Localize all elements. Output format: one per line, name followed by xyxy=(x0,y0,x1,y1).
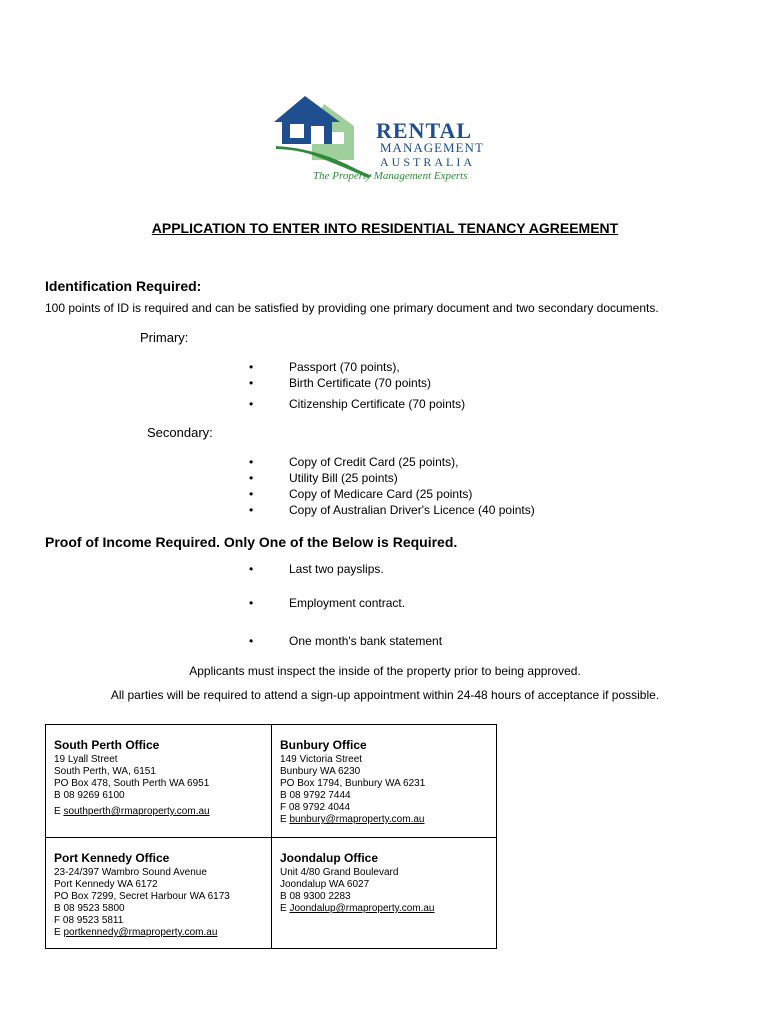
document-title: APPLICATION TO ENTER INTO RESIDENTIAL TENANCY AGREEMENT xyxy=(151,220,619,236)
office-name: Joondalup Office xyxy=(280,851,379,865)
bullet-icon: • xyxy=(249,471,254,485)
logo-text-management: MANAGEMENT xyxy=(380,140,484,155)
office-address-line: PO Box 478, South Perth WA 6951 xyxy=(54,778,210,789)
logo-text-rental: RENTAL xyxy=(376,118,473,143)
office-south-perth xyxy=(46,725,271,818)
bullet-icon: • xyxy=(249,596,254,610)
office-phone: B 08 9792 7444 xyxy=(280,790,351,801)
identification-heading: Identification Required: xyxy=(45,278,202,294)
office-address-line: 23-24/397 Wambro Sound Avenue xyxy=(54,867,207,878)
list-item: • Last two payslips. xyxy=(245,562,384,576)
office-phone: B 08 9269 6100 xyxy=(54,790,125,801)
office-email-link[interactable]: portkennedy@rmaproperty.com.au xyxy=(63,927,218,938)
office-joondalup xyxy=(272,838,497,915)
office-fax: F 08 9792 4044 xyxy=(280,802,351,813)
office-address-line: Unit 4/80 Grand Boulevard xyxy=(280,867,399,878)
bullet-icon: • xyxy=(249,455,254,469)
identification-intro: 100 points of ID is required and can be satisfied by providing one primary document and two secondary documents. xyxy=(45,301,659,315)
office-port-kennedy xyxy=(46,838,271,939)
inspection-note: Applicants must inspect the inside of the property prior to being approved. xyxy=(189,664,581,678)
bullet-icon: • xyxy=(249,360,254,374)
office-email-line: E portkennedy@rmaproperty.com.au xyxy=(54,927,218,938)
office-address-line: South Perth, WA, 6151 xyxy=(54,766,156,777)
logo-text-australia: AUSTRALIA xyxy=(380,155,475,169)
office-address-line: Bunbury WA 6230 xyxy=(280,766,361,777)
office-email-link[interactable]: southperth@rmaproperty.com.au xyxy=(63,806,210,817)
office-phone: B 08 9300 2283 xyxy=(280,891,351,902)
office-name: Port Kennedy Office xyxy=(54,851,170,865)
list-item: • Employment contract. xyxy=(245,596,405,610)
bullet-icon: • xyxy=(249,397,254,411)
primary-label: Primary: xyxy=(140,330,189,345)
office-email-line: E bunbury@rmaproperty.com.au xyxy=(280,814,425,825)
office-email-line: E southperth@rmaproperty.com.au xyxy=(54,806,210,817)
list-item: • Copy of Medicare Card (25 points) xyxy=(245,487,472,501)
logo-tagline: The Property Management Experts xyxy=(313,170,468,182)
office-name: Bunbury Office xyxy=(280,738,367,752)
income-heading: Proof of Income Required. Only One of the Below is Required. xyxy=(45,534,458,550)
secondary-label: Secondary: xyxy=(147,425,213,440)
office-address-line: PO Box 1794, Bunbury WA 6231 xyxy=(280,778,426,789)
office-email-link[interactable]: Joondalup@rmaproperty.com.au xyxy=(289,903,435,914)
office-address-line: PO Box 7299, Secret Harbour WA 6173 xyxy=(54,891,230,902)
office-address-line: Joondalup WA 6027 xyxy=(280,879,370,890)
office-fax: F 08 9523 5811 xyxy=(54,915,124,926)
office-bunbury xyxy=(272,725,497,826)
bullet-icon: • xyxy=(249,503,254,517)
list-item: • Copy of Credit Card (25 points), xyxy=(245,455,458,469)
office-address-line: 19 Lyall Street xyxy=(54,754,118,765)
office-phone: B 08 9523 5800 xyxy=(54,903,125,914)
office-address-line: Port Kennedy WA 6172 xyxy=(54,879,158,890)
bullet-icon: • xyxy=(249,376,254,390)
list-item: • One month's bank statement xyxy=(245,634,442,648)
bullet-icon: • xyxy=(249,562,254,576)
office-name: South Perth Office xyxy=(54,738,160,752)
office-email-line: E Joondalup@rmaproperty.com.au xyxy=(280,903,435,914)
office-email-link[interactable]: bunbury@rmaproperty.com.au xyxy=(289,814,425,825)
office-address-line: 149 Victoria Street xyxy=(280,754,363,765)
list-item: • Passport (70 points), xyxy=(245,360,400,374)
list-item: • Copy of Australian Driver's Licence (40 points) xyxy=(245,503,535,517)
bullet-icon: • xyxy=(249,487,254,501)
list-item: • Utility Bill (25 points) xyxy=(245,471,398,485)
list-item: • Birth Certificate (70 points) xyxy=(245,376,431,390)
list-item: • Citizenship Certificate (70 points) xyxy=(245,397,465,411)
signup-note: All parties will be required to attend a sign-up appointment within 24-48 hours of acceptance if possible. xyxy=(110,688,660,702)
bullet-icon: • xyxy=(249,634,254,648)
offices-table xyxy=(45,724,497,949)
